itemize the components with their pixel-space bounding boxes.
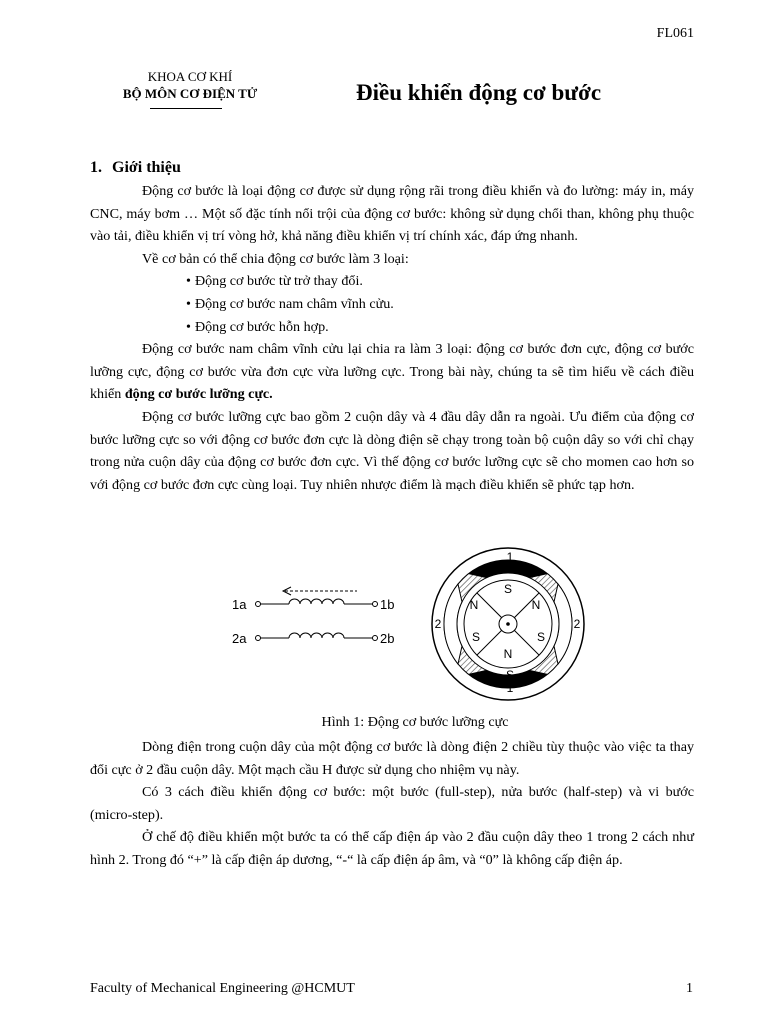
list-item: • Động cơ bước từ trở thay đổi. (186, 270, 694, 293)
paragraph-bipolar: Động cơ bước lưỡng cực bao gồm 2 cuộn dây và 4 đầu dây dẫn ra ngoài. Ưu điểm của động cơ bước lưỡng cực so với động cơ bước đơn cực là dòng điện sẽ chạy trong toàn bộ cuộn dây so với chỉ chạy trong nửa cuộn dây của động cơ bước đơn cực. Vì thế động cơ bước lưỡng cực sẽ cho momen cao hơn so với động cơ bước đơn cực cùng loại. Tuy nhiên nhược điểm là mạch điều khiển sẽ phức tạp hơn. (90, 408, 694, 493)
section-heading (90, 159, 191, 177)
section-number: 1. (90, 159, 102, 176)
paragraph-intro: Động cơ bước là loại động cơ được sử dụng rộng rãi trong điều khiển và đo lường: máy in, máy CNC, máy bơm … Một số đặc tính nổi trội của động cơ bước: không sử dụng chổi than, không phụ thuộc vào tải, điều khiển vị trí vòng hở, khả năng điều khiển vị trí chính xác, đáp ứng nhanh. (90, 183, 694, 245)
pole-label-bottom-outer: S (505, 668, 515, 682)
document-code: FL061 (656, 26, 694, 41)
list-item: • Động cơ bước hỗn hợp. (186, 316, 694, 339)
bipolar-motor-figure (225, 545, 590, 705)
terminal-1a (256, 602, 261, 607)
page-number: 1 (686, 981, 693, 996)
department-underline (150, 108, 222, 109)
coil-label-2a: 2a (232, 631, 247, 646)
document-title: Điều khiển động cơ bước (356, 80, 602, 105)
coil-label-2b: 2b (380, 631, 395, 646)
pole-label-right-lower: S (536, 630, 546, 644)
stator-label-right: 2 (573, 617, 581, 631)
coil-2 (289, 633, 344, 638)
footer-faculty: Faculty of Mechanical Engineering @HCMUT (90, 981, 355, 996)
paragraph-current: Dòng điện trong cuộn dây của một động cơ bước là dòng điện 2 chiều tùy thuộc vào việc ta thay đổi cực ở 2 đầu cuộn dây. Một mạch cầu H được sử dụng cho nhiệm vụ này. (90, 739, 694, 778)
coil-label-1b: 1b (380, 597, 395, 612)
intro-text (90, 180, 694, 496)
section-title: Giới thiệu (112, 159, 181, 176)
stator-label-left: 2 (434, 617, 442, 631)
coil-1 (289, 599, 344, 604)
motor-type-list (90, 270, 694, 338)
paragraph-full-step: Ở chế độ điều khiển một bước ta có thể cấp điện áp vào 2 đầu cuộn dây theo 1 trong 2 cách như hình 2. Trong đó “+” là cấp điện áp dương, “-“ là cấp điện áp âm, và “0” là không cấp điện áp. (90, 829, 694, 868)
pole-label-top-inner: S (503, 582, 513, 596)
paragraph-types: Về cơ bản có thể chia động cơ bước làm 3 loại: (142, 250, 409, 267)
terminal-2a (256, 636, 261, 641)
control-text (90, 736, 694, 872)
pole-label-right-upper: N (531, 598, 541, 612)
pole-label-top-outer: N (505, 562, 515, 576)
stator-label-bottom: 1 (506, 681, 514, 695)
coil-label-1a: 1a (232, 597, 247, 612)
stator-label-top: 1 (506, 550, 514, 564)
pole-label-bottom-inner: N (503, 647, 513, 661)
pole-label-left-lower: S (471, 630, 481, 644)
department-name: BỘ MÔN CƠ ĐIỆN TỬ (122, 86, 258, 101)
terminal-1b (373, 602, 378, 607)
faculty-name: KHOA CƠ KHÍ (147, 69, 233, 84)
pole-label-left-upper: N (469, 598, 479, 612)
figure-caption: Hình 1: Động cơ bước lưỡng cực (321, 714, 509, 730)
department-block (105, 68, 275, 102)
list-item: • Động cơ bước nam châm vĩnh cửu. (186, 293, 694, 316)
terminal-2b (373, 636, 378, 641)
paragraph-pm-text: Động cơ bước nam châm vĩnh cửu lại chia ra làm 3 loại: động cơ bước đơn cực, động cơ bước lưỡng cực, động cơ bước vừa đơn cực vừa lưỡng cực. Trong bài này, chúng ta sẽ tìm hiểu về cách điều khiển (90, 341, 694, 403)
paragraph-pm-emphasis: động cơ bước lưỡng cực. (124, 386, 273, 403)
paragraph-control-modes: Có 3 cách điều khiển động cơ bước: một bước (full-step), nửa bước (half-step) và vi bước (micro-step). (90, 784, 694, 823)
paragraph-permanent-magnet (90, 338, 694, 406)
